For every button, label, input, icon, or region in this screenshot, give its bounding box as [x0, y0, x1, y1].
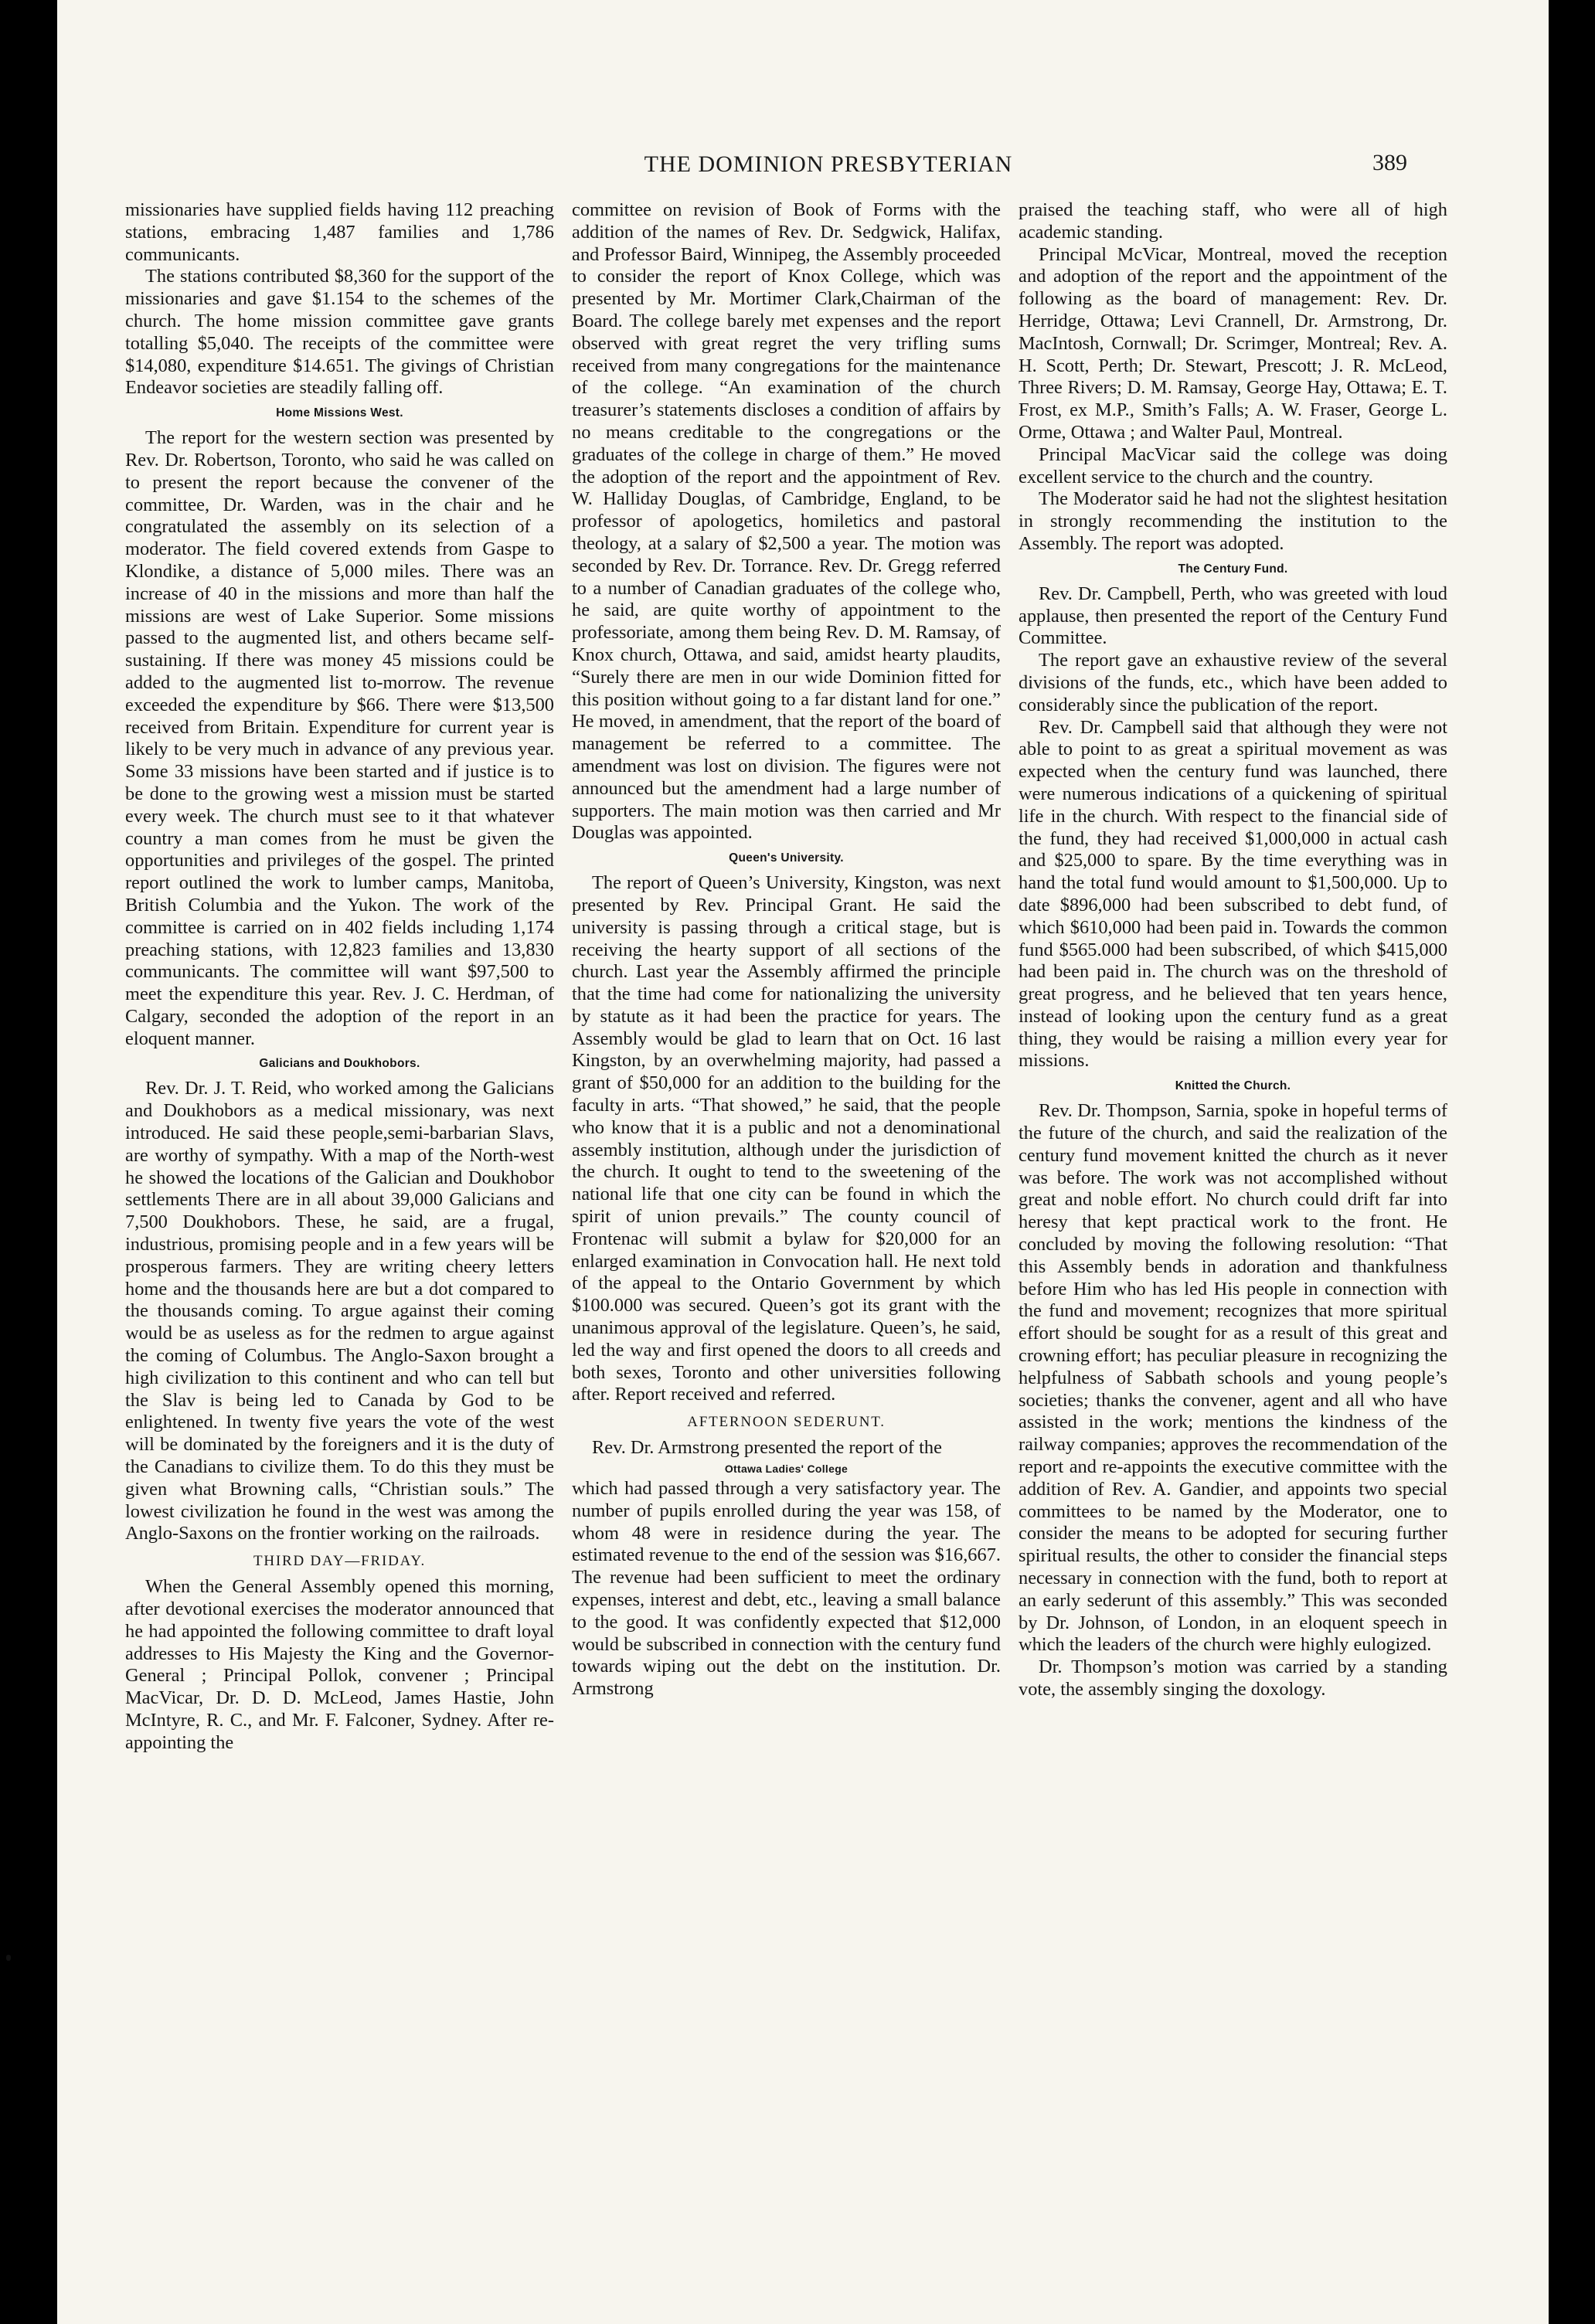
- paragraph: Principal MacVicar said the college was doing excellent service to the church and the country.: [1019, 443, 1447, 488]
- section-heading-century-fund: The Century Fund.: [1178, 562, 1288, 576]
- paragraph: The report gave an exhaustive review of the several divisions of the funds, etc., which have been added to considerably since the publication of the report.: [1019, 650, 1447, 715]
- newspaper-page: [57, 0, 1549, 2324]
- section-heading-afternoon-sederunt: AFTERNOON SEDERUNT.: [687, 1414, 886, 1431]
- column-1: [125, 199, 554, 1755]
- paragraph: Rev. Dr. Campbell, Perth, who was greeted with loud applause, then presented the report of the Century Fund Committee.: [1019, 583, 1447, 649]
- paragraph: The report for the western section was presented by Rev. Dr. Robertson, Toronto, who said he was called on to present the report because the convener of the committee, Dr. Warden, was in the chair and he congratulated the assembly on its selection of a moderator. The field covered extends from Gaspe to Klondike, a distance of 5,000 miles. There was an increase of 40 in the missions and more than half the missions are west of Lake Superior. Some missions passed to the augmented list, and others became self-sustaining. If there was money 45 missions could be added to the augmented list to-morrow. The revenue exceeded the expenditure by $66. There were $13,500 received from Britain. Expenditure for current year is likely to be very much in advance of any previous year. Some 33 missions have been started and if justice is to be done to the growing west a mission must be started every week. The church must see to it that whatever country a man comes from he must be given the opportunities and privileges of the gospel. The printed report outlined the work to lumber camps, Manitoba, British Columbia and the Yukon. The work of the committee is carried on in 402 fields including 1,174 preaching stations, with 12,823 families and 13,830 communicants. The committee will want $97,500 to meet the expenditure this year. Rev. J. C. Herdman, of Calgary, seconded the adoption of the report in an eloquent manner.: [125, 427, 554, 1049]
- paragraph: Rev. Dr. J. T. Reid, who worked among the Galicians and Doukhobors as a medical missionary, was next introduced. He said these people,semi-barbarian Slavs, are worthy of sympathy. With a map of the North-west he showed the locations of the Galician and Doukhobor settlements There are in all about 39,000 Galicians and 7,500 Doukhobors. These, he said, are a frugal, industrious, promising people and in a few years will be prosperous farmers. They are writing cheery letters home and the thousands here are but a dot compared to the thousands coming. To argue against their coming would be as useless as for the redmen to argue against the coming of Columbus. The Anglo-Saxon brought a high civilization to this continent and who can tell but the Slav is being led to Canada by God to be enlightened. In twenty five years the vote of the west will be dominated by the foreigners and it is the duty of the Canadians to civilize them. To do this they must be given what Browning calls, “Christian souls.” The lowest civilization he found in the west was among the Anglo-Saxons on the frontier working on the railroads.: [125, 1078, 554, 1544]
- section-heading-ottawa-ladies-college: Ottawa Ladies' College: [724, 1463, 849, 1476]
- section-heading-knitted-the-church: Knitted the Church.: [1175, 1079, 1291, 1093]
- paragraph: Rev. Dr. Armstrong presented the report of the: [592, 1437, 942, 1459]
- paragraph: praised the teaching staff, who were all of high academic standing.: [1019, 199, 1447, 243]
- paragraph: Rev. Dr. Thompson, Sarnia, spoke in hopeful terms of the future of the church, and said the realization of the century fund movement knitted the church as it never was before. The work was not accomplished without great and noble effort. No church could drift far into heresy that kept practical work to the front. He concluded by moving the following resolution: “That this Assembly bends in adoration and thankfulness before Him who has led His people in connection with the fund and movement; recognizes that more spiritual effort should be sought for as a result of this great and crowning effort; has peculiar pleasure in recognizing the helpfulness of Sabbath schools and young people’s societies; thanks the convener, agent and all who have assisted in the work; mentions the kindness of the railway companies; approves the recommendation of the report and re-appoints the executive committee with the addition of Rev. A. Gandier, and appoints two special committees to be named by the Moderator, one to consider the means to be adopted for securing further spiritual results, the other to consider the financial steps necessary in connection with the fund, both to report at an early sederunt of this assembly.” This was seconded by Dr. Johnson, of London, in an eloquent speech in which the leaders of the church were highly eulogized.: [1019, 1100, 1447, 1656]
- page-number: 389: [1372, 150, 1407, 175]
- section-heading-third-day: THIRD DAY—FRIDAY.: [253, 1553, 427, 1570]
- paragraph: The report of Queen’s University, Kingston, was next presented by Rev. Principal Grant. He said the university is passing through a critical stage, but is receiving the hearty support of all sections of the church. Last year the Assembly affirmed the principle that the time had come for nationalizing the university by statute as it had been the practice for years. The Assembly would be glad to learn that on Oct. 16 last Kingston, by an overwhelming majority, had passed a grant of $50,000 for an addition to the building for the faculty in arts. “That showed,” he said, that the people who know that it is a public and not a denominational assembly institution, although under the jurisdiction of the church. It ought to tend to the sweetening of the national life that one city can be found in which the spirit of union prevails.” The county council of Frontenac will submit a bylaw for $20,000 for an enlarged examination in Convocation hall. He next told of the appeal to the Ontario Government by which $100.000 was secured. Queen’s got its grant with the unanimous approval of the legislature. Queen’s, he said, led the way and first opened the doors to all creeds and both sexes, Toronto and other universities following after. Report received and referred.: [572, 872, 1001, 1405]
- section-heading-home-missions-west: Home Missions West.: [276, 406, 403, 420]
- section-heading-queens-university: Queen's University.: [729, 851, 844, 865]
- paragraph: When the General Assembly opened this morning, after devotional exercises the moderator announced that he had appointed the following committee to draft loyal addresses to His Majesty the King and the Governor-General ; Principal Pollok, convener ; Principal MacVicar, Dr. D. D. McLeod, James Hastie, John McIntyre, R. C., and Mr. F. Falconer, Sydney. After re-appointing the: [125, 1576, 554, 1753]
- scan-speck: [6, 1955, 11, 1961]
- running-header-title: THE DOMINION PRESBYTERIAN: [644, 151, 1013, 177]
- column-2: [572, 199, 1001, 1701]
- column-3: [1019, 199, 1447, 1701]
- paragraph: missionaries have supplied fields having 112 preaching stations, embracing 1,487 families and 1,786 communicants.: [125, 199, 554, 265]
- paragraph: Principal McVicar, Montreal, moved the reception and adoption of the report and the appointment of the following as the board of management: Rev. Dr. Herridge, Ottawa; Levi Crannell, Dr. Armstrong, Dr. MacIntosh, Cornwall; Dr. Scrimger, Montreal; Rev. A. H. Scott, Perth; Dr. Stewart, Prescott; J. R. McLeod, Three Rivers; D. M. Ramsay, George Hay, Ottawa; E. T. Frost, ex M.P., Smith’s Falls; A. W. Fraser, George L. Orme, Ottawa ; and Walter Paul, Montreal.: [1019, 243, 1447, 443]
- paragraph: which had passed through a very satisfactory year. The number of pupils enrolled during the year was 158, of whom 48 were in residence during the year. The estimated revenue to the end of the session was $16,667. The revenue had been sufficient to meet the ordinary expenses, interest and debt, etc., leaving a small balance to the good. It was confidently expected that $12,000 would be subscribed in connection with the century fund towards wiping out the debt on the institution. Dr. Armstrong: [572, 1478, 1001, 1700]
- section-heading-galicians: Galicians and Doukhobors.: [259, 1057, 420, 1071]
- paragraph: Rev. Dr. Campbell said that although they were not able to point to as great a spiritual movement as was expected when the century fund was launched, there were numerous indications of a quickening of spiritual life in the church. With respect to the financial side of the fund, they had received $1,000,000 in actual cash and $25,000 to spare. By the time everything was in hand the total fund would amount to $1,500,000. Up to date $896,000 had been subscribed to debt fund, of which $610,000 had been paid in. Towards the common fund $565.000 had been subscribed, of which $415,000 had been paid in. The church was on the threshold of great progress, and he believed that ten years hence, instead of looking upon the century fund as a great thing, they would be raising a million every year for missions.: [1019, 716, 1447, 1072]
- paragraph: The Moderator said he had not the slightest hesitation in strongly recommending the institution to the Assembly. The report was adopted.: [1019, 488, 1447, 554]
- paragraph: committee on revision of Book of Forms with the addition of the names of Rev. Dr. Sedgwick, Halifax, and Professor Baird, Winnipeg, the Assembly proceeded to consider the report of Knox College, which was presented by Mr. Mortimer Clark,Chairman of the Board. The college barely met expenses and the report observed with great regret the very trifling sums received from many congregations for the maintenance of the college. “An examination of the church treasurer’s statements discloses a condition of affairs by no means creditable to the congregations or the graduates of the college in charge of them.” He moved the adoption of the report and the appointment of Rev. W. Halliday Douglas, of Cambridge, England, to be professor of apologetics, homiletics and pastoral theology, at a salary of $2,500 a year. The motion was seconded by Rev. Dr. Torrance. Rev. Dr. Gregg referred to a number of Canadian graduates of the college who, he said, are quite worthy of appointment to the professoriate, among them being Rev. D. M. Ramsay, of Knox church, Ottawa, and said, amidst hearty plaudits, “Surely there are men in our wide Dominion fitted for this position without going to a far distant land for one.” He moved, in amendment, that the report of the board of management be referred to a committee. The amendment was lost on division. The figures were not announced but the amendment had a large number of supporters. The main motion was then carried and Mr Douglas was appointed.: [572, 199, 1001, 844]
- paragraph: The stations contributed $8,360 for the support of the missionaries and gave $1.154 to the schemes of the church. The home mission committee gave grants totalling $5,040. The receipts of the committee were $14,080, expenditure $14.651. The givings of Christian Endeavor societies are steadily falling off.: [125, 266, 554, 399]
- paragraph: Dr. Thompson’s motion was carried by a standing vote, the assembly singing the doxology.: [1019, 1656, 1447, 1700]
